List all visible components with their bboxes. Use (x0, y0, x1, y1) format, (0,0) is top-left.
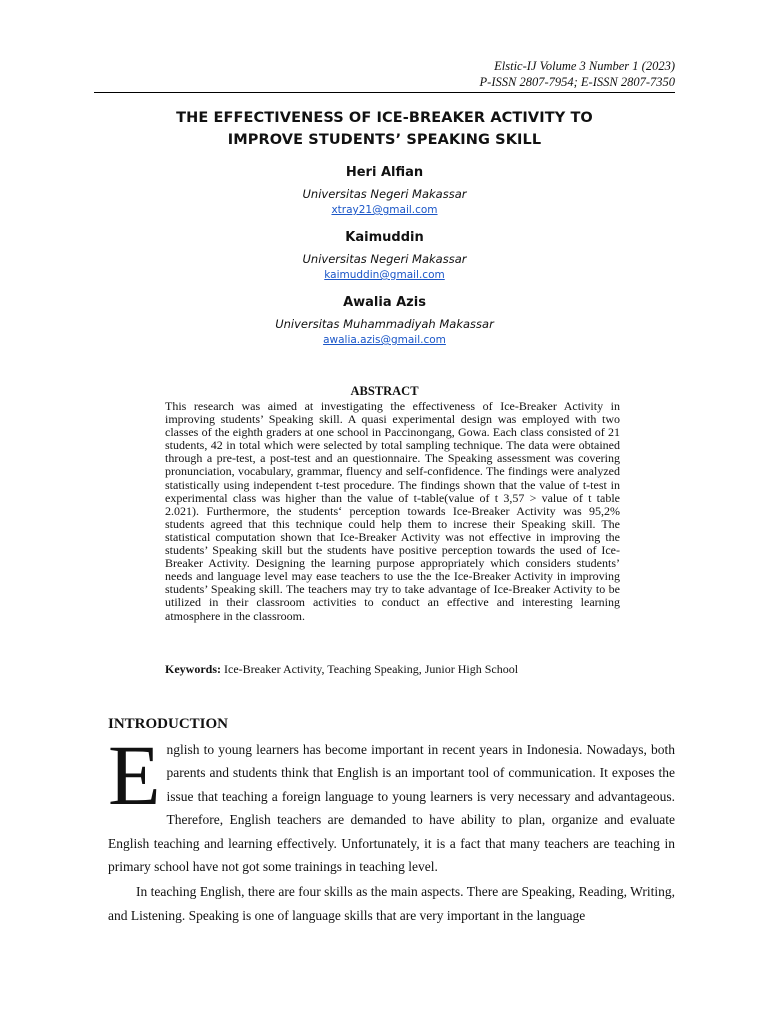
author-email-link[interactable]: xtray21@gmail.com (331, 204, 438, 216)
title-line-2: IMPROVE STUDENTS’ SPEAKING SKILL (227, 132, 542, 148)
author-3 (94, 294, 675, 347)
paragraph-1-text: nglish to young learners has become important in recent years in Indonesia. Nowadays, both parents and students think that English is an important tool of communication. It exposes the issue that teaching a foreign language to young learners is very necessary and advantageous. Therefore, English teachers are demanded to have ability to plan, organize and evaluate English teaching and learning effectively. Unfortunately, it is a fact that many teachers are teaching in primary school have not got some trainings in teaching level. (108, 742, 675, 875)
abstract-heading: ABSTRACT (350, 384, 419, 398)
paper-title (94, 107, 675, 151)
author-name: Heri Alfian (345, 165, 424, 180)
introduction-body (108, 727, 675, 927)
drop-cap: E (108, 727, 161, 823)
abstract-text: This research was aimed at investigating the effectiveness of Ice-Breaker Activity in improving students’ Speaking skill. A quasi experimental design was employed with two classes of the eighth graders at one school in Paccinongang, Gowa. Each class consisted of 21 students, 42 in total which were selected by total sampling technique. The data were obtained through a pre-test, a post-test and an questionnaire. The Speaking assessment was covering pronunciation, vocabulary, grammar, fluency and self-confidence. The findings were analyzed statistically using independent t-test procedure. The findings shown that the value of t-test in experimental class was higher than the value of t-table(value of t 3,57 > value of t table 2.021). Furthermore, the students‘ perception towards Ice-Breaker Activity was 95,2% students agreed that this technique could help them to increse their Speaking skill. The statistical computation shown that Ice-Breaker Activity was not effective in improving the students’ Speaking skill but the students have positive perception towards the used of Ice-Breaker Activity. Designing the learning purpose appropriately which considers students’ needs and language level may ease teachers to use the the Ice-Breaker Activity in improving students’ Speaking skill. The teachers may try to take advantage of Ice-Breaker Activity to be utilized in their classroom activities to conduct an effective and interesting learning atmosphere in the classroom. (165, 399, 620, 623)
author-affiliation: Universitas Muhammadiyah Makassar (275, 317, 494, 331)
author-affiliation: Universitas Negeri Makassar (302, 187, 467, 201)
author-1 (94, 164, 675, 217)
keywords-label: Keywords: (165, 662, 221, 676)
header-rule (94, 92, 675, 93)
author-2 (94, 229, 675, 282)
author-email-link[interactable]: awalia.azis@gmail.com (323, 334, 446, 346)
author-name: Awalia Azis (343, 295, 426, 310)
author-email-link[interactable]: kaimuddin@gmail.com (324, 269, 445, 281)
keywords-line (165, 662, 620, 677)
title-line-1: THE EFFECTIVENESS OF ICE-BREAKER ACTIVITY TO (176, 110, 593, 126)
running-head (480, 58, 675, 90)
introduction-paragraph-2: In teaching English, there are four skills as the main aspects. There are Speaking, Reading, Writing, and Listening. Speaking is one of language skills that are very important in the language (108, 884, 675, 923)
keywords-text: Ice-Breaker Activity, Teaching Speaking, Junior High School (224, 662, 519, 676)
journal-volume: Elstic-IJ Volume 3 Number 1 (2023) (494, 59, 675, 73)
introduction-paragraph-1 (108, 727, 675, 878)
journal-issn: P-ISSN 2807-7954; E-ISSN 2807-7350 (479, 75, 675, 89)
introduction-heading: INTRODUCTION (108, 716, 229, 732)
author-name: Kaimuddin (345, 230, 424, 245)
author-affiliation: Universitas Negeri Makassar (302, 252, 467, 266)
